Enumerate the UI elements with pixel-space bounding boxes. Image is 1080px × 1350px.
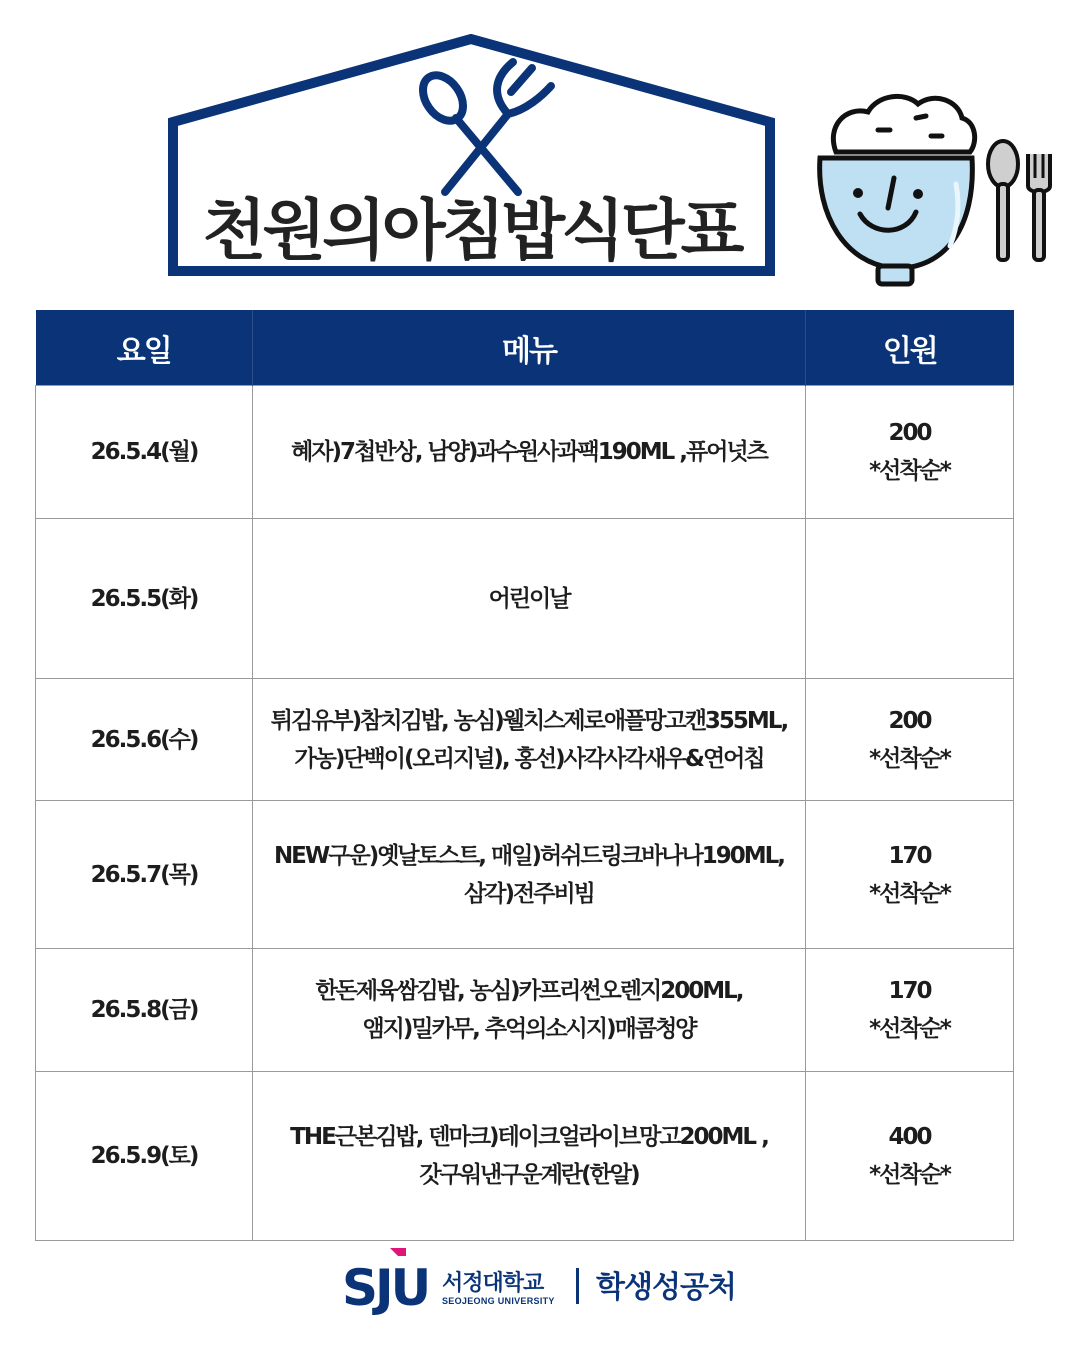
row-date: 26.5.7(목) — [36, 801, 253, 949]
table-row — [36, 1072, 1014, 1241]
footer-logo — [340, 1246, 760, 1318]
fork-icon — [1028, 154, 1050, 260]
row-count — [806, 679, 1014, 801]
row-count — [806, 949, 1014, 1072]
row-menu: NEW구운)옛날토스트, 매일)허쉬드링크바나나190ML, 삼각)전주비빔 — [253, 801, 806, 949]
count-value: 170 — [888, 842, 931, 869]
row-menu: 혜자)7첩반상, 남양)과수원사과팩190ML ,퓨어넛츠 — [253, 386, 806, 519]
rice-bowl-mascot-icon — [806, 86, 1058, 300]
row-date: 26.5.4(월) — [36, 386, 253, 519]
table-row — [36, 519, 1014, 679]
table-row — [36, 679, 1014, 801]
table-header-row — [36, 310, 1014, 386]
first-come-note: *선착순* — [869, 458, 950, 484]
row-menu: 튀김유부)참치김밥, 농심)웰치스제로애플망고캔355ML, 가농)단백이(오리지널), 홍선)사각사각새우&연어칩 — [253, 679, 806, 801]
first-come-note: *선착순* — [869, 880, 950, 907]
row-menu: 어린이날 — [253, 519, 806, 679]
spoon-icon — [988, 141, 1018, 260]
row-date: 26.5.8(금) — [36, 949, 253, 1072]
row-date: 26.5.5(화) — [36, 519, 253, 679]
university-name-ko: 서정대학교 — [442, 1271, 544, 1296]
row-date: 26.5.6(수) — [36, 679, 253, 801]
row-count — [806, 519, 1014, 679]
first-come-note: *선착순* — [869, 1016, 950, 1042]
table-row — [36, 386, 1014, 519]
logo-accent-icon — [390, 1248, 406, 1256]
university-name-en: SEOJEONG UNIVERSITY — [442, 1296, 555, 1306]
table-row — [36, 801, 1014, 949]
header-day: 요일 — [36, 310, 253, 386]
row-count — [806, 1072, 1014, 1241]
row-menu: THE근본김밥, 덴마크)테이크얼라이브망고200ML , 갓구워낸구운계란(한알) — [253, 1072, 806, 1241]
header-menu: 메뉴 — [253, 310, 806, 386]
page-title: 천원의아침밥식단표 — [202, 192, 741, 269]
footer-divider — [576, 1268, 579, 1304]
title-banner — [168, 34, 775, 276]
header-count: 인원 — [806, 310, 1014, 386]
count-value: 170 — [888, 978, 931, 1004]
count-value: 200 — [888, 420, 931, 446]
row-menu: 한돈제육쌈김밥, 농심)카프리썬오렌지200ML, 앰지)밀카무, 추억의소시지)매콤청양 — [253, 949, 806, 1072]
row-date: 26.5.9(토) — [36, 1072, 253, 1241]
menu-table — [35, 310, 1014, 1241]
first-come-note: *선착순* — [869, 1162, 950, 1188]
table-row — [36, 949, 1014, 1072]
count-value: 200 — [888, 707, 931, 734]
first-come-note: *선착순* — [869, 745, 950, 772]
row-count — [806, 386, 1014, 519]
department-name: 학생성공처 — [596, 1270, 736, 1305]
sju-logo: SJU — [342, 1259, 429, 1317]
count-value: 400 — [888, 1124, 931, 1150]
row-count — [806, 801, 1014, 949]
